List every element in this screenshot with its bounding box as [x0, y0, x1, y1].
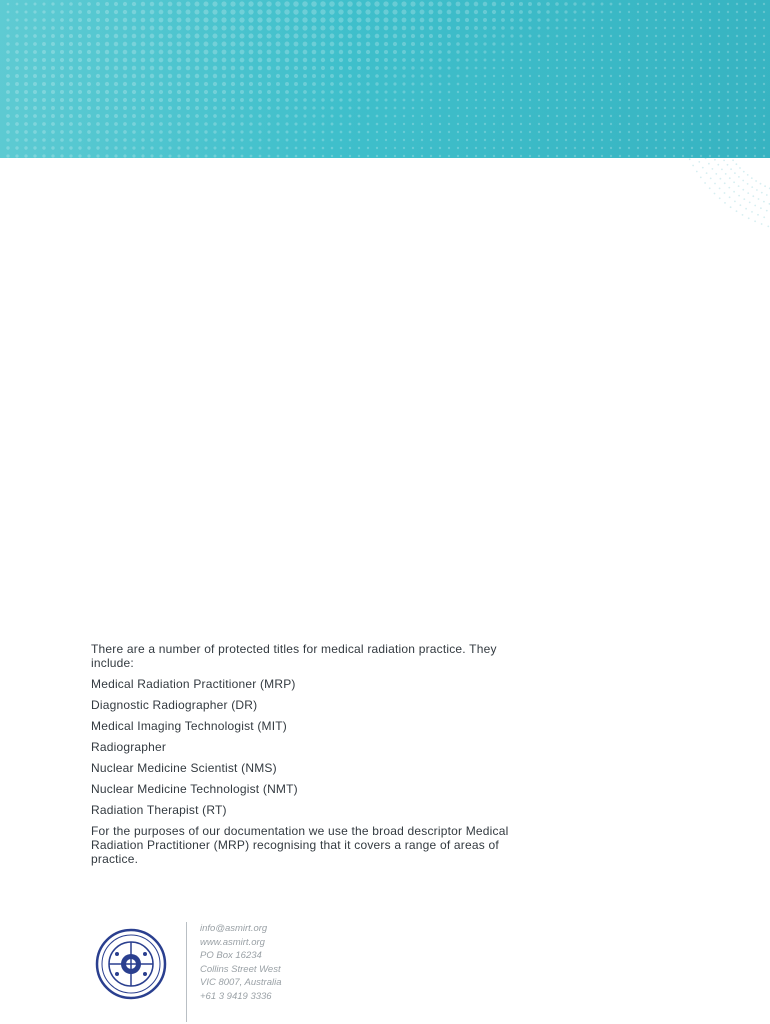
title-item: Medical Radiation Practitioner (MRP) — [91, 677, 296, 691]
title-item: Diagnostic Radiographer (DR) — [91, 698, 258, 712]
protected-titles-section — [91, 642, 511, 873]
contact-phone: +61 3 9419 3336 — [200, 990, 272, 1002]
intro-text: There are a number of protected titles for medical radiation practice. They include: — [91, 642, 497, 670]
contact-website[interactable]: www.asmirt.org — [200, 936, 265, 948]
title-item: Nuclear Medicine Technologist (NMT) — [91, 782, 298, 796]
contact-city: VIC 8007, Australia — [200, 977, 282, 988]
header-banner — [0, 0, 770, 158]
title-item: Radiographer — [91, 740, 167, 754]
title-item: Medical Imaging Technologist (MIT) — [91, 719, 287, 733]
footer-divider — [186, 922, 187, 1022]
title-item: Nuclear Medicine Scientist (NMS) — [91, 761, 277, 775]
closing-text: For the purposes of our documentation we use the broad descriptor Medical Radiation Practitioner (MRP) recognising that it covers a range of areas of practice. — [91, 824, 509, 866]
contact-email[interactable]: info@asmirt.org — [200, 923, 268, 934]
contact-po-box: PO Box 16234 — [200, 950, 262, 961]
contact-street: Collins Street West — [200, 963, 281, 975]
corner-dot-arc — [590, 158, 770, 258]
contact-block — [200, 922, 282, 1003]
banner-dot-pattern — [0, 0, 770, 158]
society-seal-logo — [95, 928, 167, 1000]
title-item: Radiation Therapist (RT) — [91, 803, 227, 817]
